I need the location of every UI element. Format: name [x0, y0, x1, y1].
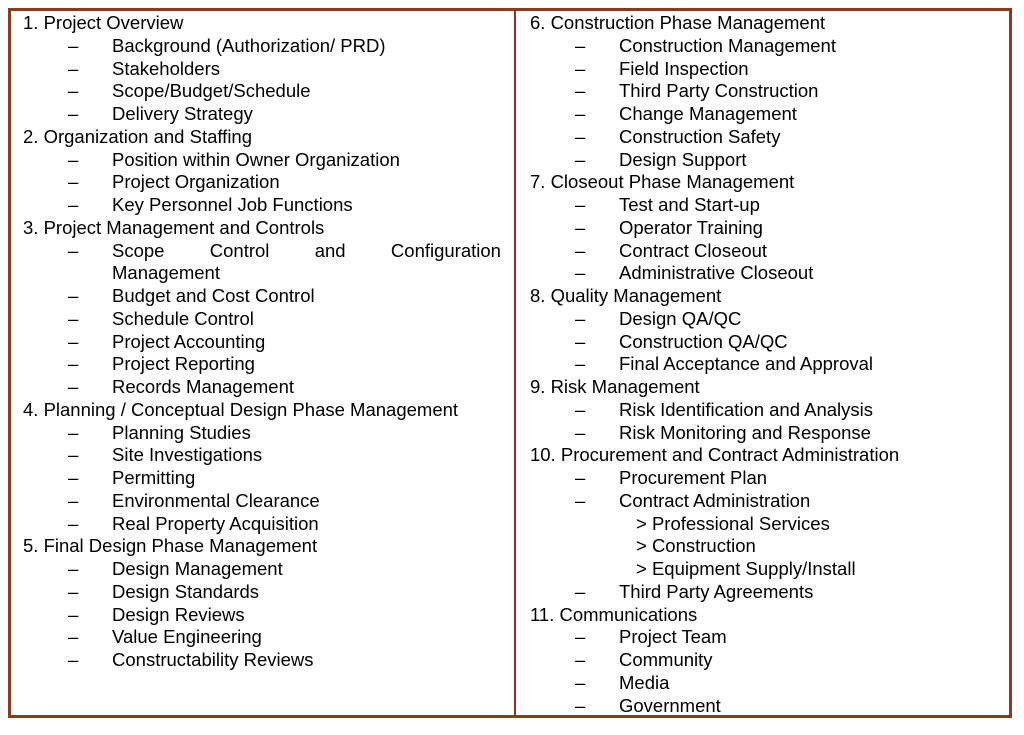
dash-bullet: –: [575, 467, 586, 488]
outline-item: [530, 649, 1008, 672]
outline-item-text: Project Reporting: [112, 353, 255, 375]
outline-item: [23, 194, 501, 217]
outline-item: [23, 58, 501, 81]
outline-table: [8, 8, 1012, 718]
outline-item: [530, 80, 1008, 103]
dash-bullet: –: [68, 626, 79, 648]
outline-item-text: Community: [619, 649, 713, 670]
outline-item-text: Operator Training: [619, 216, 763, 238]
outline-item-text: Planning Studies: [112, 421, 251, 443]
outline-item-text: Contract Closeout: [619, 239, 768, 261]
outline-item: [530, 58, 1008, 81]
section-title: 3. Project Management and Controls: [23, 216, 325, 238]
section-title: 4. Planning / Conceptual Design Phase Management: [23, 398, 459, 420]
outline-item-text: Risk Monitoring and Response: [619, 421, 871, 443]
justified-text: [112, 240, 501, 263]
section-title: 11. Communications: [530, 603, 698, 625]
outline-item-text: Permitting: [112, 467, 196, 488]
outline-item: [23, 240, 501, 263]
outline-item-text: Scope/Budget/Schedule: [112, 80, 311, 102]
outline-item: [530, 331, 1008, 354]
dash-bullet: –: [68, 649, 79, 670]
outline-item: [530, 422, 1008, 445]
outline-item-text: Change Management: [619, 103, 797, 124]
outline-item: [530, 581, 1008, 604]
outline-item-text: Records Management: [112, 376, 295, 397]
dash-bullet: –: [575, 580, 586, 602]
outline-item-text: Project Organization: [112, 171, 280, 193]
outline-item: [23, 149, 501, 172]
outline-item-text: Construction Management: [619, 34, 836, 56]
dash-bullet: –: [68, 512, 79, 534]
dash-bullet: –: [575, 626, 586, 648]
outline-item: [530, 308, 1008, 331]
outline-item: [530, 35, 1008, 58]
outline-item-text: Construction QA/QC: [619, 330, 788, 352]
dash-bullet: –: [575, 194, 586, 215]
outline-item-text: Final Acceptance and Approval: [619, 353, 874, 375]
dash-bullet: –: [575, 307, 586, 329]
outline-subitem: > Equipment Supply/Install: [636, 558, 856, 579]
dash-bullet: –: [575, 694, 586, 716]
outline-item-text: Media: [619, 671, 670, 693]
outline-subitem: > Professional Services: [636, 512, 830, 534]
outline-item: [23, 376, 501, 399]
outline-item: [530, 262, 1008, 285]
outline-item: [23, 422, 501, 445]
outline-item: [23, 558, 501, 581]
section-title: 2. Organization and Staffing: [23, 125, 253, 147]
outline-item-text: Test and Start-up: [619, 194, 760, 215]
outline-item-text: Field Inspection: [619, 57, 749, 79]
outline-item: [23, 331, 501, 354]
outline-item: [530, 672, 1008, 695]
outline-item: [23, 353, 501, 376]
dash-bullet: –: [575, 103, 586, 124]
outline-item: [530, 240, 1008, 263]
dash-bullet: –: [575, 353, 586, 375]
dash-bullet: –: [68, 148, 79, 170]
outline-item: [23, 626, 501, 649]
outline-subitem: > Construction: [636, 535, 756, 557]
section-title: 6. Construction Phase Management: [530, 12, 826, 33]
outline-item: [23, 604, 501, 627]
dash-bullet: –: [68, 444, 79, 466]
outline-item-text: Stakeholders: [112, 57, 220, 79]
section-title: 1. Project Overview: [23, 12, 184, 33]
outline-item: [23, 581, 501, 604]
dash-bullet: –: [68, 580, 79, 602]
column-divider: [514, 11, 516, 715]
dash-bullet: –: [575, 262, 586, 284]
dash-bullet: –: [68, 558, 79, 579]
dash-bullet: –: [68, 603, 79, 625]
outline-item-text: Construction Safety: [619, 125, 781, 147]
dash-bullet: –: [68, 171, 79, 193]
outline-item: [23, 308, 501, 331]
dash-bullet: –: [575, 57, 586, 79]
dash-bullet: –: [575, 80, 586, 102]
dash-bullet: –: [68, 489, 79, 511]
outline-item-continuation: Management: [112, 262, 220, 284]
outline-item: [23, 80, 501, 103]
outline-item-text: Background (Authorization/ PRD): [112, 34, 386, 56]
outline-item: [23, 649, 501, 672]
outline-item: [530, 149, 1008, 172]
outline-item-text: Project Team: [619, 626, 727, 648]
outline-item: [530, 490, 1008, 513]
dash-bullet: –: [575, 398, 586, 420]
dash-bullet: –: [68, 307, 79, 329]
dash-bullet: –: [68, 80, 79, 102]
outline-item-text: Design Management: [112, 558, 283, 579]
outline-item: [530, 217, 1008, 240]
word: Control: [209, 239, 270, 261]
dash-bullet: –: [68, 285, 79, 306]
dash-bullet: –: [68, 421, 79, 443]
outline-item: [23, 513, 501, 536]
dash-bullet: –: [575, 239, 586, 261]
word: and: [314, 239, 346, 261]
section-title: 7. Closeout Phase Management: [530, 171, 795, 193]
dash-bullet: –: [575, 421, 586, 443]
outline-item-text: Design Support: [619, 148, 747, 170]
outline-item: [530, 126, 1008, 149]
outline-item: [530, 103, 1008, 126]
outline-item-text: Design Standards: [112, 580, 260, 602]
outline-item-text: Risk Identification and Analysis: [619, 398, 873, 420]
dash-bullet: –: [575, 671, 586, 693]
left-column: [23, 12, 501, 672]
section-title: 9. Risk Management: [530, 376, 700, 397]
dash-bullet: –: [68, 353, 79, 375]
outline-item: [530, 399, 1008, 422]
outline-item: [530, 695, 1008, 718]
word: Scope: [112, 239, 165, 261]
word: Configuration: [390, 239, 501, 261]
dash-bullet: –: [68, 34, 79, 56]
outline-item-text: Delivery Strategy: [112, 103, 253, 124]
outline-item: [23, 103, 501, 126]
outline-item-text: Contract Administration: [619, 489, 811, 511]
dash-bullet: –: [68, 57, 79, 79]
outline-item-text: Project Accounting: [112, 330, 266, 352]
dash-bullet: –: [575, 148, 586, 170]
dash-bullet: –: [68, 467, 79, 488]
dash-bullet: –: [575, 34, 586, 56]
dash-bullet: –: [68, 194, 79, 215]
outline-item-text: Budget and Cost Control: [112, 285, 315, 306]
dash-bullet: –: [68, 103, 79, 124]
dash-bullet: –: [68, 330, 79, 352]
outline-item-text: Constructability Reviews: [112, 649, 314, 670]
section-title: 8. Quality Management: [530, 285, 722, 306]
outline-item-text: Administrative Closeout: [619, 262, 814, 284]
dash-bullet: –: [575, 125, 586, 147]
outline-item: [530, 467, 1008, 490]
outline-item-text: Design Reviews: [112, 603, 245, 625]
outline-item-text: Government: [619, 694, 721, 716]
outline-item-text: Design QA/QC: [619, 307, 742, 329]
outline-item-text: Third Party Agreements: [619, 580, 814, 602]
outline-item-text: Position within Owner Organization: [112, 148, 400, 170]
dash-bullet: –: [575, 216, 586, 238]
outline-item-text: Real Property Acquisition: [112, 512, 319, 534]
outline-item-text: Schedule Control: [112, 307, 254, 329]
outline-item: [23, 285, 501, 308]
outline-item: [530, 353, 1008, 376]
dash-bullet: –: [575, 330, 586, 352]
right-column: [530, 12, 1008, 717]
outline-item-text: Procurement Plan: [619, 467, 768, 488]
outline-item: [23, 35, 501, 58]
outline-item: [23, 467, 501, 490]
dash-bullet: –: [575, 649, 586, 670]
dash-bullet: –: [575, 489, 586, 511]
outline-item: [530, 626, 1008, 649]
dash-bullet: –: [68, 239, 79, 261]
dash-bullet: –: [68, 376, 79, 397]
outline-item: [23, 444, 501, 467]
outline-item-text: Key Personnel Job Functions: [112, 194, 353, 215]
outline-item: [23, 171, 501, 194]
section-title: 10. Procurement and Contract Administration: [530, 444, 900, 466]
outline-item-text: Site Investigations: [112, 444, 263, 466]
outline-item-text: Third Party Construction: [619, 80, 819, 102]
outline-item-text: Value Engineering: [112, 626, 262, 648]
section-title: 5. Final Design Phase Management: [23, 535, 318, 557]
outline-item: [23, 490, 501, 513]
outline-item-text: Environmental Clearance: [112, 489, 320, 511]
outline-item: [530, 194, 1008, 217]
